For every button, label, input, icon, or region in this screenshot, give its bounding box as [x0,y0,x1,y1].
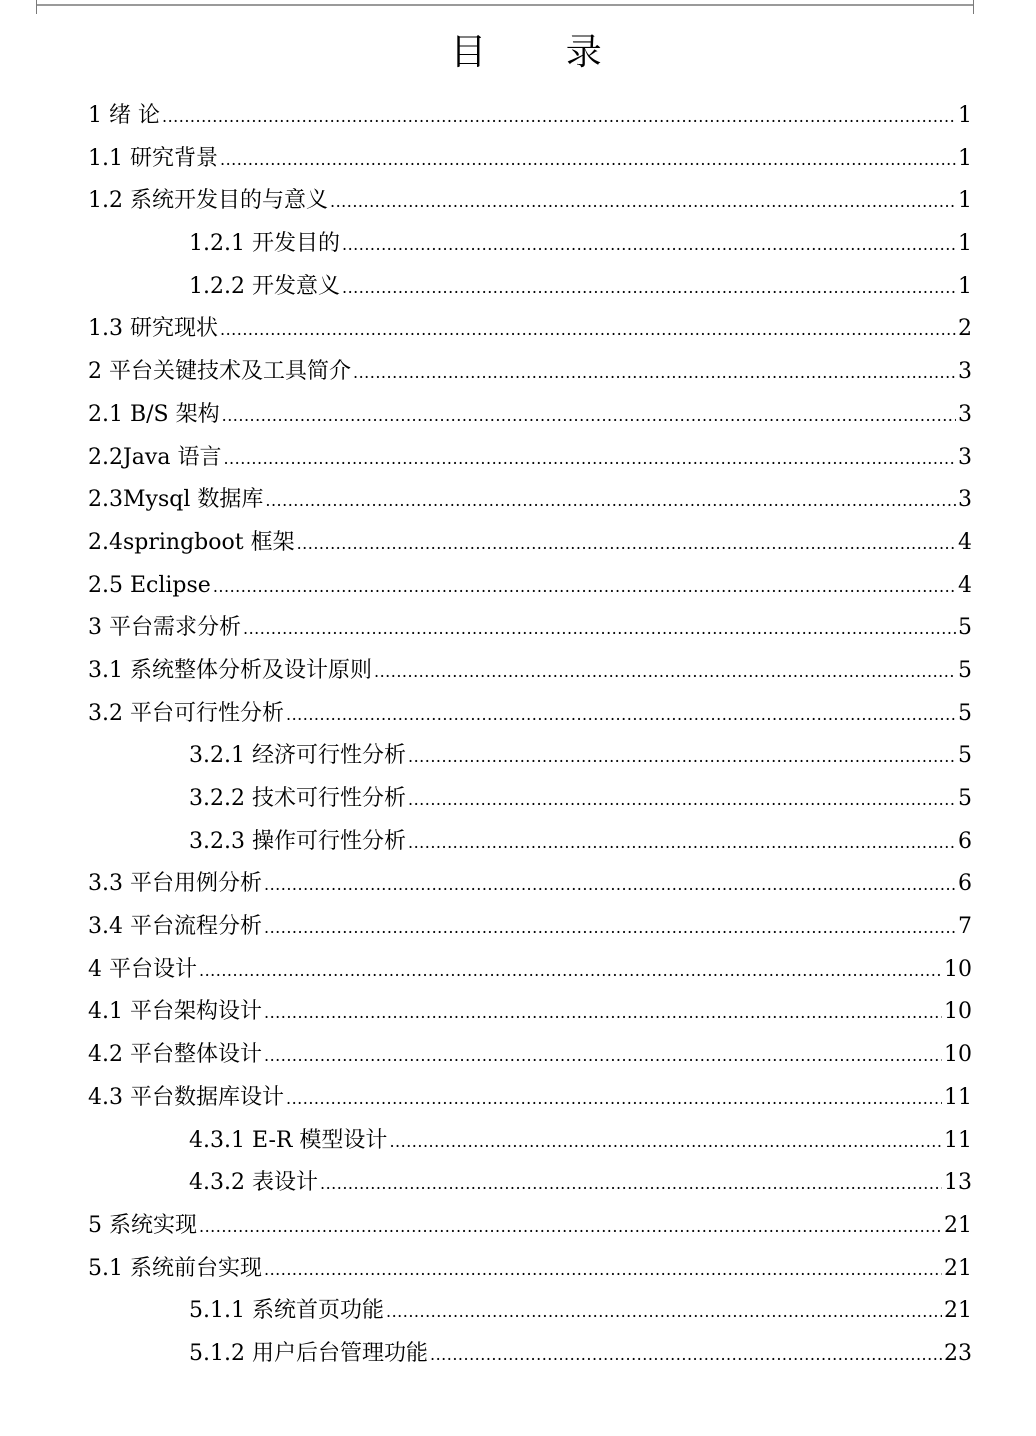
toc-dot-leader [342,224,956,267]
toc-dot-leader [320,1163,942,1206]
toc-entry[interactable] [88,693,972,736]
crop-mark-right [973,0,1000,14]
toc-entry-label: 3.2.1 经济可行性分析 [189,743,406,769]
toc-dot-leader [374,651,956,694]
toc-entry-page-number: 1 [958,273,972,299]
toc-entry-page-number: 4 [958,572,972,598]
toc-entry-label: 5.1.2 用户后台管理功能 [189,1340,428,1366]
toc-entry[interactable] [88,308,972,351]
toc-entry[interactable] [88,906,972,949]
toc-entry-label: 3 平台需求分析 [88,615,241,641]
toc-entry-label: 2.3Mysql 数据库 [88,487,264,513]
toc-dot-leader [408,779,956,822]
toc-dot-leader [297,523,956,566]
toc-entry-page-number: 3 [958,444,972,470]
toc-entry-label: 5 系统实现 [88,1212,197,1238]
toc-entry[interactable] [88,522,972,565]
toc-entry-page-number: 5 [958,657,972,683]
toc-entry-page-number: 11 [944,1127,972,1153]
toc-entry-label: 4.3.1 E-R 模型设计 [189,1127,388,1153]
toc-entry-label: 1.2.2 开发意义 [189,273,340,299]
toc-entry[interactable] [88,863,972,906]
toc-entry-label: 1.3 研究现状 [88,316,218,342]
toc-dot-leader [330,181,956,224]
toc-entry-page-number: 5 [958,786,972,811]
toc-dot-leader [213,566,956,609]
toc-entry-label: 2.4springboot 框架 [88,529,295,555]
toc-entry[interactable] [88,565,972,608]
toc-entry-page-number: 6 [958,871,972,897]
toc-entry-page-number: 21 [944,1298,972,1324]
toc-dot-leader [222,395,956,438]
toc-entry-page-number: 10 [944,956,972,982]
toc-entry[interactable] [88,1034,972,1077]
toc-dot-leader [353,352,956,395]
toc-dot-leader [264,1035,942,1078]
toc-entry[interactable] [88,1205,972,1248]
toc-dot-leader [286,694,956,737]
toc-dot-leader [342,267,956,310]
toc-entry-page-number: 1 [958,145,972,171]
toc-entry-label: 2.5 Eclipse [88,572,211,598]
toc-entry[interactable] [88,95,972,138]
toc-entry-page-number: 1 [958,188,972,214]
toc-entry[interactable] [88,351,972,394]
toc-entry-label: 3.2 平台可行性分析 [88,700,284,726]
toc-entry-label: 4.3 平台数据库设计 [88,1084,284,1110]
toc-entry-label: 5.1 系统前台实现 [88,1255,262,1281]
toc-entry-page-number: 3 [958,487,972,513]
toc-entry-label: 1.1 研究背景 [88,145,218,171]
toc-dot-leader [264,1249,942,1292]
toc-dot-leader [199,950,942,993]
toc-entry-page-number: 7 [958,914,972,940]
toc-entry[interactable] [88,479,972,522]
toc-dot-leader [265,480,956,523]
toc-entry[interactable] [88,949,972,992]
toc-dot-leader [243,608,956,651]
toc-dot-leader [264,907,956,950]
table-of-contents [88,95,972,1376]
toc-entry-label: 2.2Java 语言 [88,444,222,470]
toc-entry-label: 3.3 平台用例分析 [88,871,262,897]
toc-entry-page-number: 13 [944,1170,972,1196]
toc-entry[interactable] [88,266,972,309]
toc-dot-leader [264,992,942,1035]
toc-entry[interactable] [88,223,972,266]
toc-entry-label: 4.3.2 表设计 [189,1170,318,1196]
toc-entry-page-number: 10 [944,999,972,1025]
toc-entry-label: 4.2 平台整体设计 [88,1042,262,1068]
toc-dot-leader [386,1291,942,1334]
toc-entry-page-number: 3 [958,401,972,427]
toc-dot-leader [223,438,956,481]
toc-entry-page-number: 10 [944,1042,972,1068]
toc-entry[interactable] [88,778,972,821]
toc-entry-page-number: 5 [958,743,972,769]
page-title: 目 录 [450,32,636,73]
toc-entry-label: 4 平台设计 [88,956,197,982]
toc-entry-page-number: 6 [958,828,972,854]
toc-entry[interactable] [88,991,972,1034]
toc-entry-page-number: 11 [944,1084,972,1110]
toc-entry[interactable] [88,1077,972,1120]
toc-entry-label: 5.1.1 系统首页功能 [189,1298,384,1324]
toc-entry-page-number: 23 [944,1340,972,1366]
toc-entry[interactable] [88,735,972,778]
toc-entry[interactable] [88,138,972,181]
toc-entry-label: 2 平台关键技术及工具简介 [88,359,351,385]
toc-entry-page-number: 4 [958,529,972,555]
toc-entry[interactable] [88,1162,972,1205]
toc-entry-label: 3.2.3 操作可行性分析 [189,828,406,854]
toc-entry-label: 2.1 B/S 架构 [88,401,220,427]
toc-entry[interactable] [88,437,972,480]
crop-mark-left [10,0,37,14]
toc-entry-page-number: 21 [944,1212,972,1238]
toc-entry-label: 3.4 平台流程分析 [88,914,262,940]
toc-dot-leader [264,864,956,907]
toc-dot-leader [220,309,956,352]
toc-entry-label: 3.1 系统整体分析及设计原则 [88,657,372,683]
toc-entry[interactable] [88,607,972,650]
toc-entry-label: 1 绪 论 [88,103,160,128]
toc-dot-leader [408,822,956,865]
toc-entry[interactable] [88,650,972,693]
toc-entry[interactable] [88,394,972,437]
toc-entry-label: 3.2.2 技术可行性分析 [189,786,406,811]
toc-entry[interactable] [88,821,972,864]
toc-entry[interactable] [88,1120,972,1163]
toc-entry[interactable] [88,1248,972,1291]
toc-entry-page-number: 2 [958,316,972,342]
toc-entry-page-number: 21 [944,1255,972,1281]
toc-entry-page-number: 1 [958,231,972,257]
toc-entry-page-number: 5 [958,700,972,726]
toc-entry-page-number: 3 [958,359,972,385]
page-top-rule [36,4,974,6]
toc-dot-leader [430,1334,942,1377]
toc-dot-leader [389,1121,942,1164]
toc-dot-leader [286,1078,942,1121]
toc-dot-leader [199,1206,942,1249]
toc-dot-leader [220,139,956,182]
toc-dot-leader [162,96,956,139]
toc-entry-label: 1.2 系统开发目的与意义 [88,188,328,214]
toc-entry-label: 1.2.1 开发目的 [189,231,340,257]
toc-entry-page-number: 5 [958,615,972,641]
toc-entry[interactable] [88,1333,972,1376]
toc-entry-page-number: 1 [958,103,972,128]
toc-entry[interactable] [88,1290,972,1333]
toc-dot-leader [408,736,956,779]
toc-entry[interactable] [88,180,972,223]
toc-entry-label: 4.1 平台架构设计 [88,999,262,1025]
